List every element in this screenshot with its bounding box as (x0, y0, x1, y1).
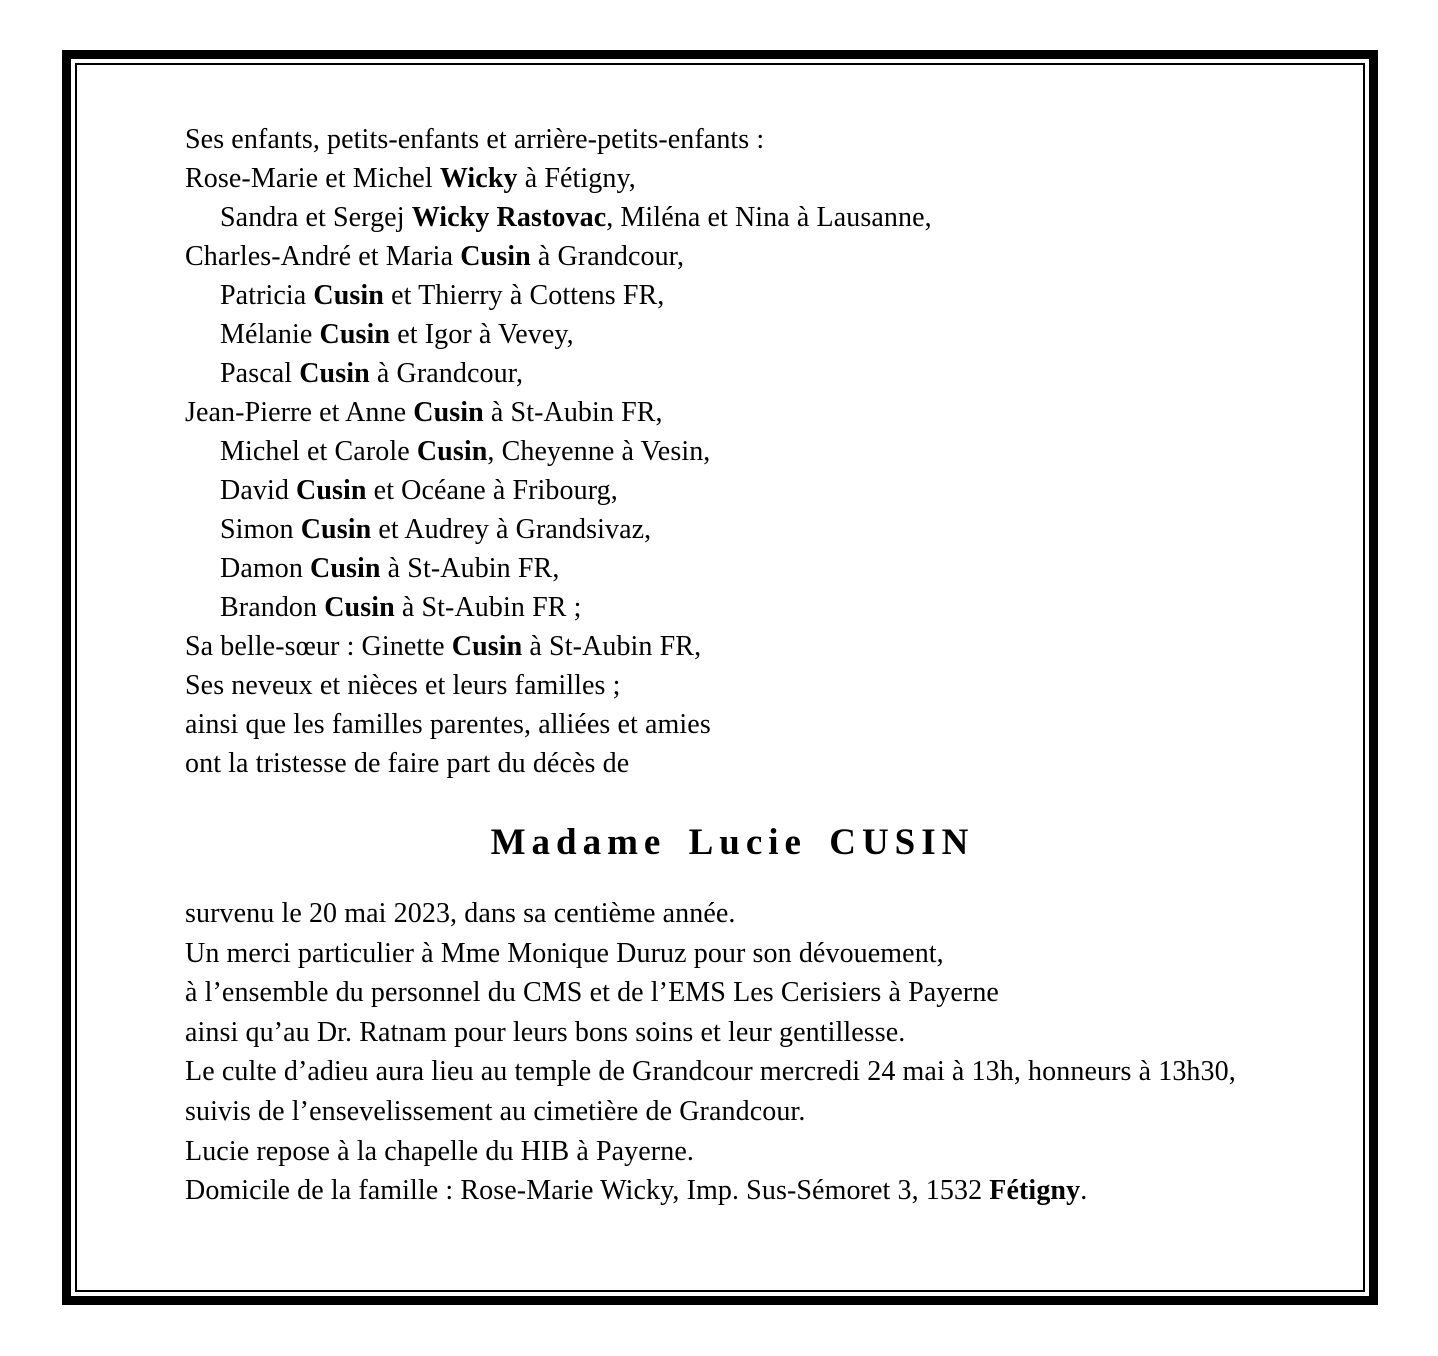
surname-bold-text: Cusin (451, 631, 523, 662)
notice-text: Sa belle-sœur : Ginette (185, 631, 452, 662)
notice-text: Charles-André et Maria (185, 241, 461, 272)
notice-text: Ses neveux et nièces et leurs familles ; (185, 670, 621, 701)
notice-text-line (185, 432, 1280, 471)
notice-text-line (185, 1013, 1280, 1053)
surname-bold-text: Cusin (324, 592, 395, 623)
notice-text: et Igor à Vevey, (390, 319, 574, 350)
deceased-name-title: Madame Lucie CUSIN (490, 822, 975, 863)
notice-text-line (185, 705, 1280, 744)
notice-text: suivis de l’ensevelissement au cimetière de Grandcour. (185, 1095, 806, 1127)
surname-bold-text: Cusin (299, 358, 370, 389)
notice-text: Brandon (220, 592, 325, 623)
notice-text-line (185, 198, 1280, 237)
notice-text-line (185, 315, 1280, 354)
funeral-details-block (185, 894, 1280, 1211)
notice-text-line (185, 894, 1280, 934)
notice-text: survenu le 20 mai 2023, dans sa centième année. (185, 898, 736, 929)
surname-bold-text: Wicky Rastovac (411, 202, 607, 233)
notice-text: ainsi que les familles parentes, alliées et amies (185, 709, 711, 740)
notice-text: à St-Aubin FR, (380, 553, 560, 584)
notice-text: David (220, 475, 297, 506)
notice-text: , Miléna et Nina à Lausanne, (606, 202, 932, 233)
notice-text: Sandra et Sergej (220, 202, 412, 233)
notice-text-line (185, 666, 1280, 705)
notice-text-line (185, 973, 1280, 1013)
notice-text-line (185, 276, 1280, 315)
surname-bold-text: Fétigny (989, 1175, 1081, 1207)
notice-text-line (185, 471, 1280, 510)
surname-bold-text: Wicky (439, 163, 518, 194)
notice-text: Lucie repose à la chapelle du HIB à Payerne. (185, 1135, 694, 1167)
surname-bold-text: Cusin (416, 436, 488, 467)
outer-border-frame (62, 50, 1378, 1305)
surname-bold-text: Cusin (296, 475, 367, 506)
notice-text: à Grandcour, (530, 241, 685, 272)
notice-text: et Audrey à Grandsivaz, (371, 514, 652, 545)
notice-text: Mélanie (220, 319, 320, 350)
surname-bold-text: Cusin (300, 514, 372, 545)
notice-text-line (185, 159, 1280, 198)
notice-text: à Grandcour, (369, 358, 524, 389)
notice-text-line (185, 1171, 1280, 1211)
notice-text: à Fétigny, (517, 163, 636, 194)
notice-text-line (185, 237, 1280, 276)
notice-text: ont la tristesse de faire part du décès de (185, 748, 630, 779)
notice-text-line (185, 120, 1280, 159)
surname-bold-text: Cusin (413, 397, 484, 428)
notice-text-line (185, 934, 1280, 974)
notice-text-line (185, 627, 1280, 666)
notice-text: Simon (220, 514, 301, 545)
notice-text: à St-Aubin FR, (483, 397, 663, 428)
notice-text: Damon (220, 553, 311, 584)
notice-text: et Thierry à Cottens FR, (383, 280, 665, 311)
notice-text: . (1080, 1175, 1088, 1207)
notice-text-line (185, 1132, 1280, 1172)
notice-text: Jean-Pierre et Anne (185, 397, 414, 428)
notice-text-line (185, 549, 1280, 588)
notice-text: à St-Aubin FR ; (394, 592, 582, 623)
notice-text-line (185, 588, 1280, 627)
notice-text: ainsi qu’au Dr. Ratnam pour leurs bons soins et leur gentillesse. (185, 1016, 906, 1048)
notice-text: à St-Aubin FR, (522, 631, 702, 662)
notice-text: Le culte d’adieu aura lieu au temple de Grandcour mercredi 24 mai à 13h, honneurs à 13h30, (185, 1056, 1236, 1088)
notice-text-line (185, 1092, 1280, 1132)
notice-text: , Cheyenne à Vesin, (487, 436, 711, 467)
surname-bold-text: Cusin (460, 241, 531, 272)
notice-text: et Océane à Fribourg, (366, 475, 618, 506)
surname-bold-text: Cusin (313, 280, 384, 311)
surname-bold-text: Cusin (310, 553, 381, 584)
notice-text: Patricia (220, 280, 314, 311)
inner-border-frame (75, 63, 1365, 1292)
notice-text: Domicile de la famille : Rose-Marie Wicky, Imp. Sus-Sémoret 3, 1532 (185, 1175, 990, 1207)
notice-text-line (185, 393, 1280, 432)
notice-text: Un merci particulier à Mme Monique Duruz pour son dévouement, (185, 937, 944, 969)
notice-text: Ses enfants, petits-enfants et arrière-petits-enfants : (185, 124, 765, 155)
notice-text: Pascal (220, 358, 300, 389)
notice-text-line (185, 1052, 1280, 1092)
notice-text-line (185, 510, 1280, 549)
family-announcement-block (185, 120, 1280, 783)
notice-text: à l’ensemble du personnel du CMS et de l’EMS Les Cerisiers à Payerne (185, 977, 999, 1009)
notice-text: Rose-Marie et Michel (185, 163, 440, 194)
notice-text-line (185, 354, 1280, 393)
notice-text-line (185, 744, 1280, 783)
notice-text: Michel et Carole (220, 436, 417, 467)
surname-bold-text: Cusin (319, 319, 391, 350)
